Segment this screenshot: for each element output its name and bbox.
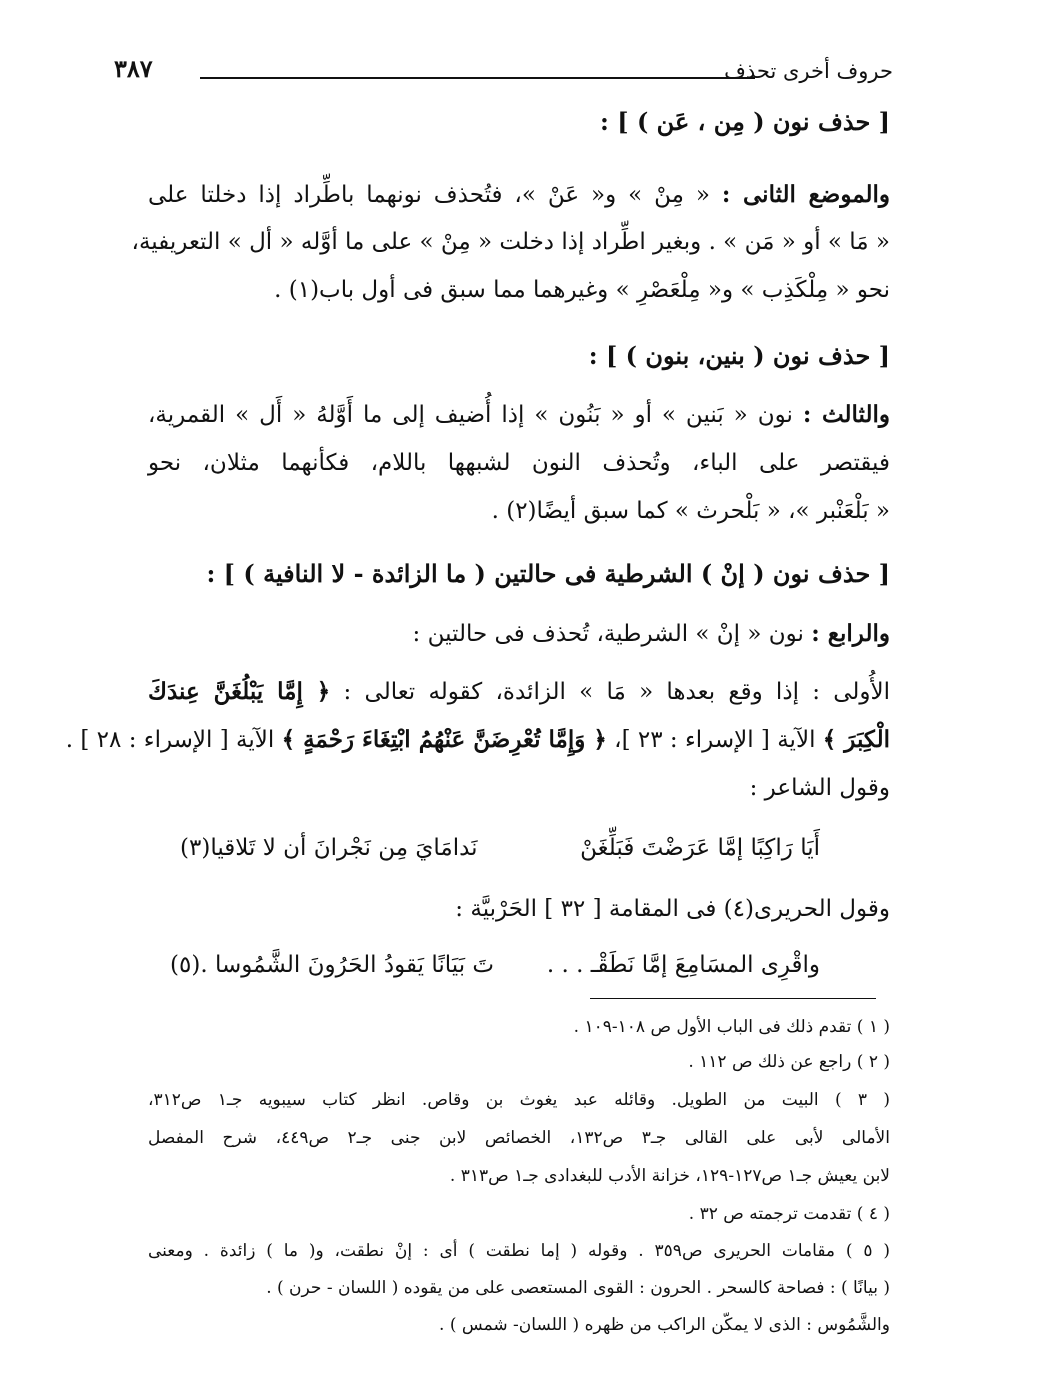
verse-2-first-hemistich: واقْرِى المسَامِعَ إمَّا نَطَقْـ . . . <box>546 952 820 978</box>
citation: الآية [ الإسراء : ٢٨ ] . <box>65 727 275 753</box>
section-heading-in-shartiyya: [ حذف نون ( إنْ ) الشرطية فى حالتين ( ما الزائدة - لا النافية ) ] : <box>206 559 890 588</box>
footnote-5-line-1: ( ٥ ) مقامات الحريرى ص٣٥٩ . وقوله ( إما نطقت ) أى : إنْ نطقت، و( ما ) زائدة . ومعنى <box>148 1241 890 1261</box>
header-rule <box>200 77 755 79</box>
verse-1-second-hemistich: نَدامَايَ مِن نَجْرانَ أن لا تَلاقيا(٣) <box>180 835 478 861</box>
footnote-5-line-3: والشَّمُوس : الذى لا يمكّن الراكب من ظهره ( اللسان- شمس ) . <box>439 1315 890 1335</box>
section-heading-banin-banun: [ حذف نون ( بنين، بنون ) ] : <box>588 341 890 370</box>
paragraph-first-case-line-2 <box>65 720 890 760</box>
paragraph-third-line-2: فيقتصر على الباء، وتُحذف النون لشبهها باللام، فكأنهما مثلان، نحو <box>148 450 890 476</box>
paragraph-third-line-1 <box>148 395 890 435</box>
paragraph-text: نون « إنْ » الشرطية، تُحذف فى حالتين : <box>412 621 804 647</box>
footnote-2: ( ٢ ) راجع عن ذلك ص ١١٢ . <box>688 1052 890 1072</box>
quran-verse: ﴿ إِمَّا يَبْلُغَنَّ عِندَكَ <box>148 678 331 705</box>
paragraph-lead: والرابع : <box>811 620 890 647</box>
paragraph-text: نون « بَنين » أو « بَنُون » إذا أُضيف إلى ما أَوَّلهُ « أَل » القمرية، <box>148 402 793 428</box>
poet-intro: وقول الشاعر : <box>749 775 890 801</box>
footnote-5-line-2: ( بيانًا ) : فصاحة كالسحر . الحرون : القوى المستعصى على من يقوده ( اللسان - حرن ) . <box>266 1278 890 1298</box>
footnote-rule <box>590 998 876 999</box>
footnote-3-line-2: الأمالى لأبى على القالى جـ٣ ص١٣٢، الخصائص لابن جنى جـ٢ ص٤٤٩، شرح المفصل <box>148 1128 890 1148</box>
paragraph-third-line-3: « بَلْعَنْبر »، « بَلْحرث » كما سبق أيضًا(٢) . <box>491 498 890 524</box>
paragraph-fourth <box>148 614 890 654</box>
paragraph-first-case-line-1 <box>148 672 890 712</box>
quran-verse: ﴿ وَإِمَّا تُعْرِضَنَّ عَنْهُمُ ابْتِغَاءَ رَحْمَةٍ ﴾ <box>281 726 607 753</box>
running-header-title: حروف أخرى تحذف <box>724 59 893 83</box>
paragraph-text: الأُولى : إذا وقع بعدها « مَا » الزائدة، كقوله تعالى : <box>343 679 890 705</box>
hariri-intro: وقول الحريرى(٤) فى المقامة [ ٣٢ ] الحَرْبيَّة : <box>455 896 890 922</box>
paragraph-second-line-2: « مَا » أو « مَن » . وبغير اطِّراد إذا دخلت « مِنْ » على ما أوَّله « أل » التعريفية، <box>131 229 890 255</box>
paragraph-text: « مِنْ » و« عَنْ »، فتُحذف نونهما باطِّراد إذا دخلتا على <box>148 182 710 208</box>
section-heading-min-an: [ حذف نون ( مِن ، عَن ) ] : <box>600 107 890 136</box>
footnote-1: ( ١ ) تقدم ذلك فى الباب الأول ص ١٠٨-١٠٩ . <box>573 1017 890 1037</box>
verse-2-second-hemistich: تَ بَيَانًا يَقودُ الحَرُونَ الشَّمُوسا .(٥) <box>170 952 495 978</box>
footnote-3-line-1: ( ٣ ) البيت من الطويل. وقائله عبد يغوث بن وقاص. انظر كتاب سيبويه جـ١ ص٣١٢، <box>148 1090 890 1110</box>
paragraph-second-line-3: نحو « مِلْكَذِب » و« مِلْعَصْرِ » وغيرهما مما سبق فى أول باب(١) . <box>274 277 890 303</box>
paragraph-lead: والموضع الثانى : <box>721 181 890 208</box>
paragraph-lead: والثالث : <box>802 401 891 428</box>
quran-verse: الْكِبَرَ ﴾ <box>822 726 890 753</box>
footnote-3-line-3: لابن يعيش جـ١ ص١٢٧-١٢٩، خزانة الأدب للبغدادى جـ١ ص٣١٣ . <box>449 1166 890 1186</box>
footnote-4: ( ٤ ) تقدمت ترجمته ص ٣٢ . <box>688 1204 890 1224</box>
citation: الآية [ الإسراء : ٢٣ ]، <box>614 727 816 753</box>
verse-1-first-hemistich: أَيَا رَاكِبًا إمَّا عَرَضْتَ فَبَلِّغَنْ <box>580 835 820 861</box>
page-number: ٣٨٧ <box>114 54 153 83</box>
paragraph-second-line-1 <box>148 175 890 215</box>
